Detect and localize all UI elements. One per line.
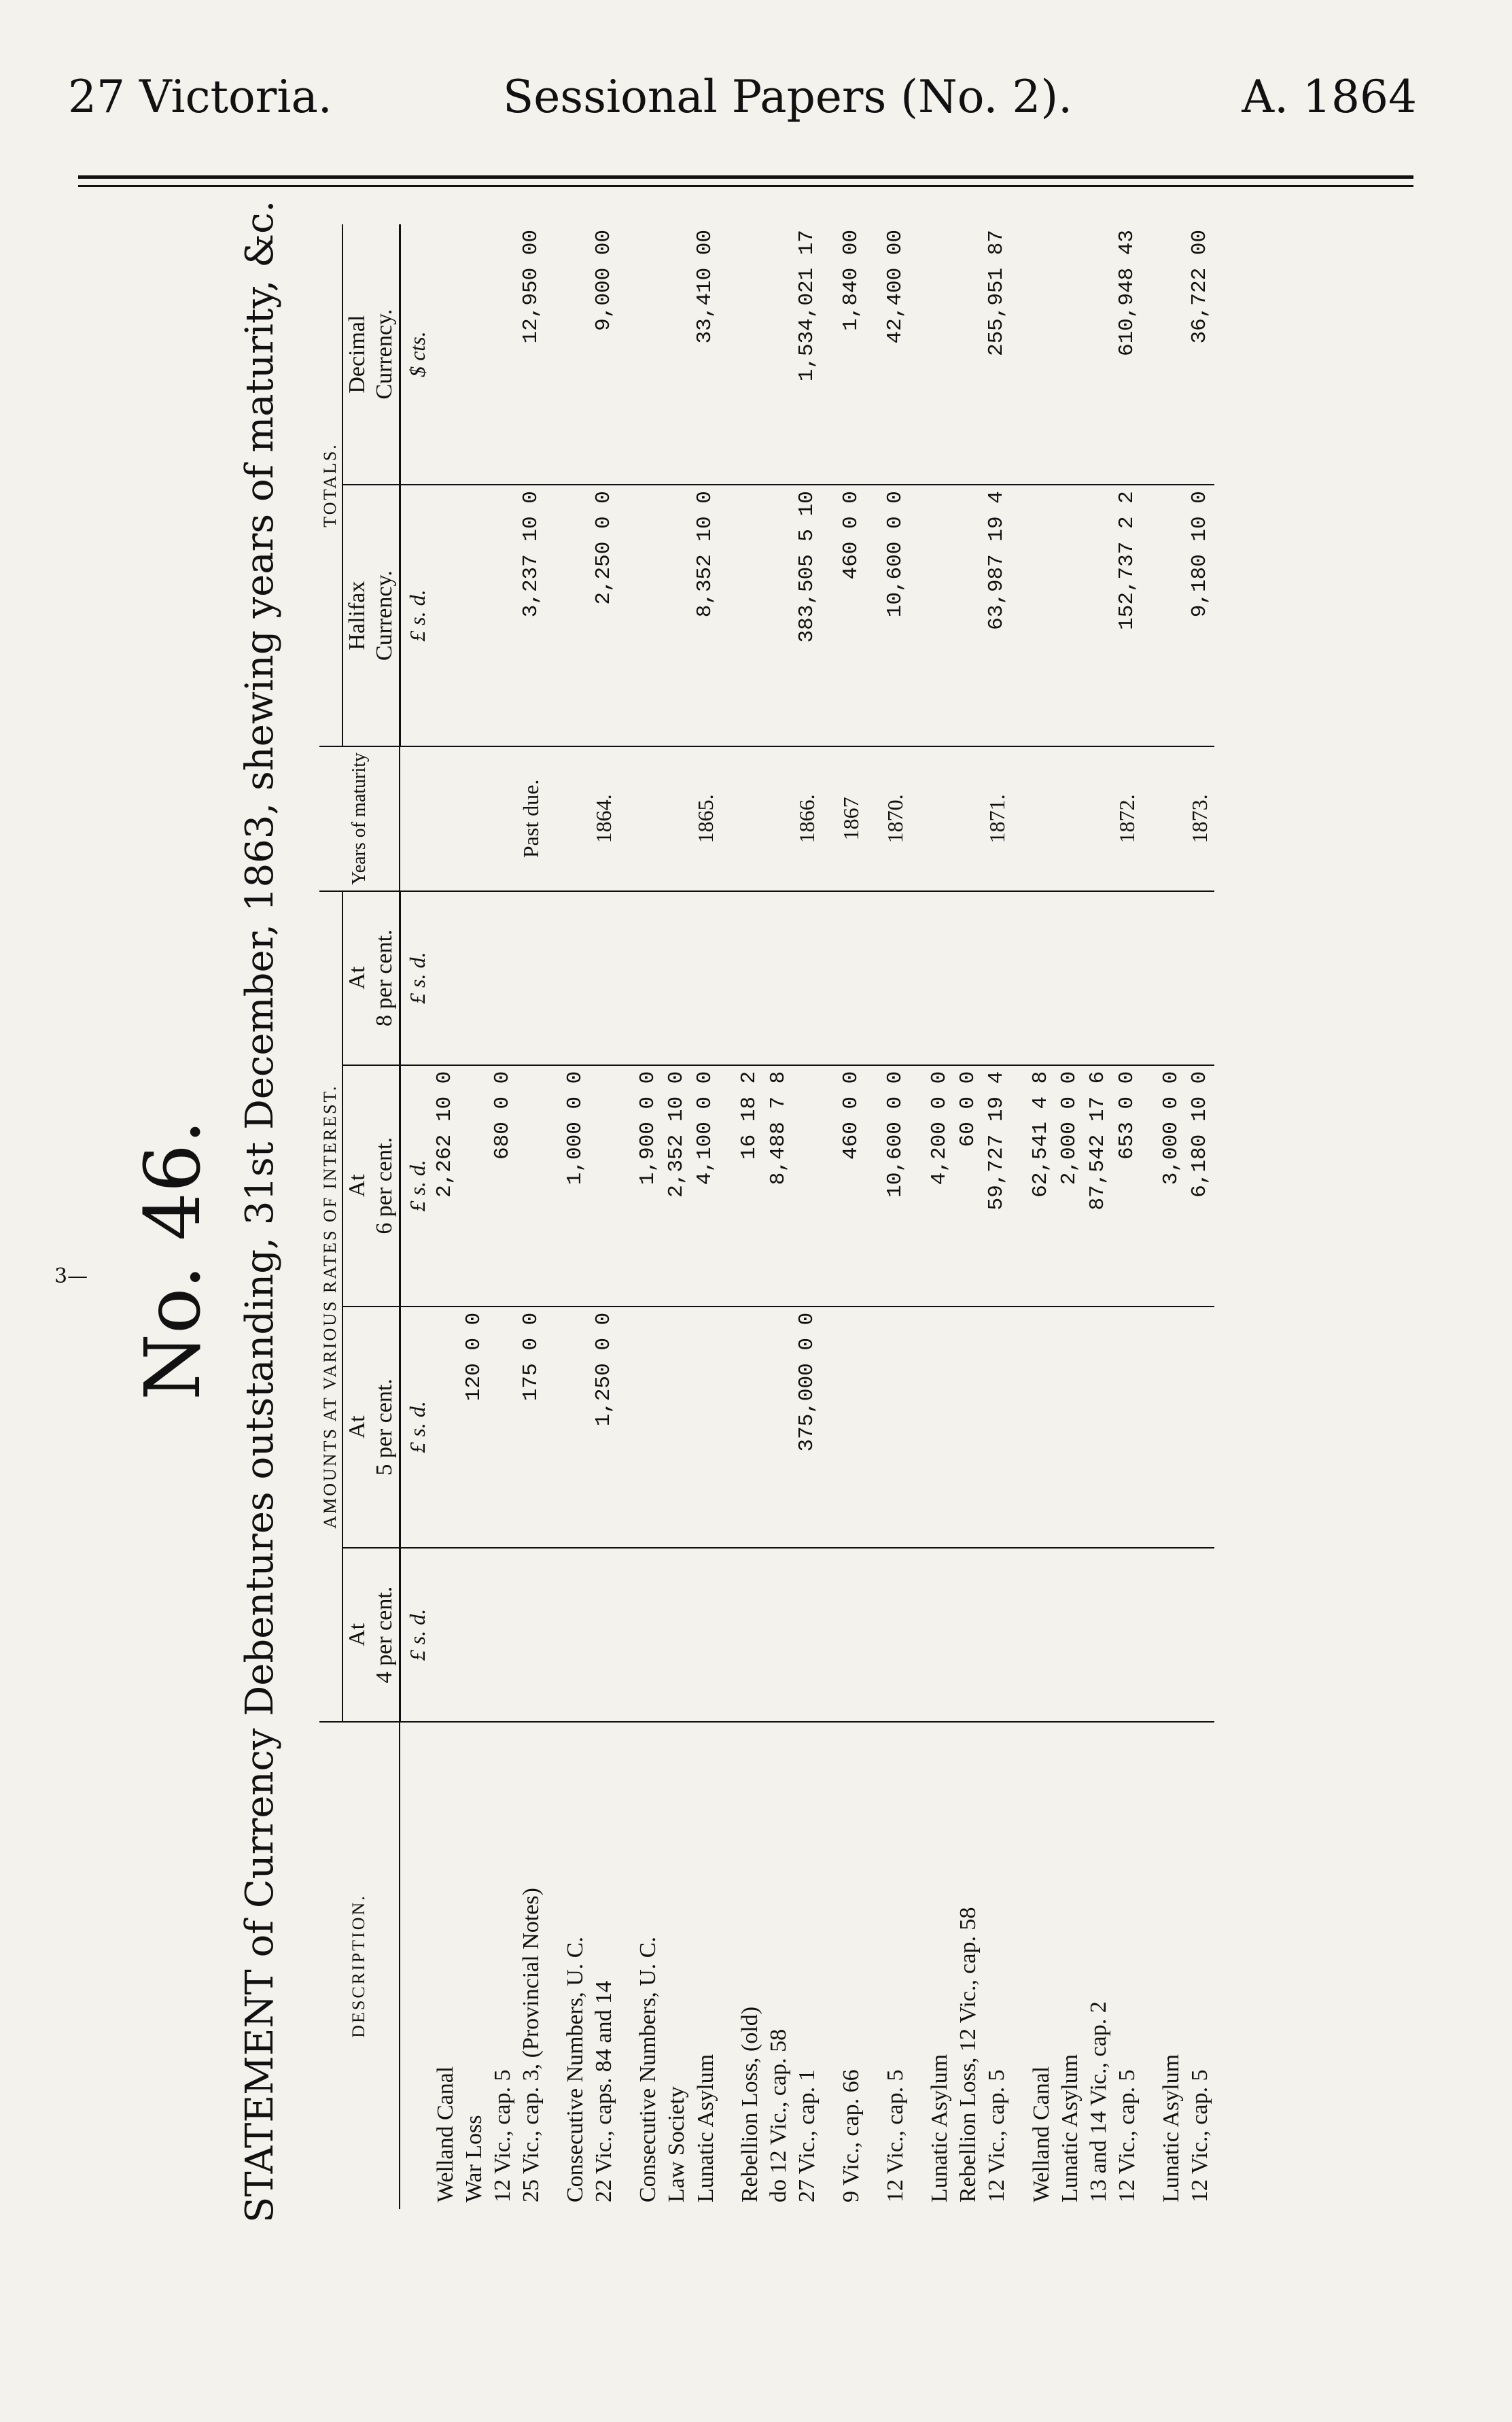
amount-8-percent bbox=[764, 891, 793, 1065]
amount-6-percent: 62,541 4 8 bbox=[1012, 1065, 1056, 1307]
amount-4-percent bbox=[720, 1548, 764, 1722]
total-decimal: 255,951 87 bbox=[985, 230, 1009, 357]
table-row bbox=[793, 224, 822, 2209]
amount-5-percent: 175 0 0 bbox=[517, 1307, 546, 1548]
total-decimal bbox=[954, 224, 983, 485]
rate-4-header: At 4 per cent. bbox=[342, 1548, 400, 1722]
total-decimal: 9,000 00 bbox=[591, 230, 616, 331]
total-decimal bbox=[1056, 224, 1085, 485]
amount-4-percent bbox=[1186, 1548, 1214, 1722]
year-of-maturity bbox=[720, 746, 764, 891]
amount-5-percent bbox=[1085, 1307, 1113, 1548]
total-halifax bbox=[720, 485, 764, 746]
table-row bbox=[866, 224, 910, 2209]
amount-5-percent bbox=[1186, 1307, 1214, 1548]
total-halifax bbox=[954, 485, 983, 746]
amount-6-percent: 2,000 0 0 bbox=[1056, 1065, 1085, 1307]
row-description: Lunatic Asylum bbox=[1142, 1722, 1186, 2209]
amount-4-percent bbox=[590, 1548, 618, 1722]
decimal-header: Decimal Currency. bbox=[342, 224, 400, 485]
year-of-maturity bbox=[663, 746, 691, 891]
row-description: Welland Canal bbox=[432, 1722, 460, 2209]
unit-label: £ s. d. bbox=[400, 1307, 431, 1548]
amount-8-percent bbox=[546, 891, 590, 1065]
amount-6-percent: 653 0 0 bbox=[1113, 1065, 1142, 1307]
amount-5-percent bbox=[866, 1307, 910, 1548]
amount-8-percent bbox=[793, 891, 822, 1065]
row-description: Law Society bbox=[663, 1722, 691, 2209]
amount-5-percent bbox=[910, 1307, 954, 1548]
amount-8-percent bbox=[1186, 891, 1214, 1065]
row-description: War Loss bbox=[460, 1722, 489, 2209]
amount-8-percent bbox=[489, 891, 517, 1065]
row-description: Consecutive Numbers, U. C. bbox=[618, 1722, 663, 2209]
amount-4-percent bbox=[910, 1548, 954, 1722]
amount-8-percent bbox=[720, 891, 764, 1065]
total-halifax: 9,180 10 0 bbox=[1186, 485, 1214, 746]
year-of-maturity: 1866. bbox=[793, 746, 822, 891]
amount-8-percent bbox=[517, 891, 546, 1065]
year-of-maturity bbox=[618, 746, 663, 891]
running-head-volume: 27 Victoria. bbox=[68, 71, 332, 123]
row-description: 27 Vic., cap. 1 bbox=[793, 1722, 822, 2209]
total-halifax bbox=[1056, 485, 1085, 746]
table-row bbox=[1142, 224, 1186, 2209]
total-halifax: 152,737 2 2 bbox=[1113, 485, 1142, 746]
total-decimal bbox=[460, 224, 489, 485]
header-rule bbox=[78, 175, 1413, 179]
table-row bbox=[983, 224, 1011, 2209]
amount-6-percent: 4,200 0 0 bbox=[910, 1065, 954, 1307]
halifax-header: Halifax Currency. bbox=[342, 485, 400, 746]
year-of-maturity bbox=[954, 746, 983, 891]
year-of-maturity bbox=[489, 746, 517, 891]
amount-4-percent bbox=[432, 1548, 460, 1722]
year-of-maturity bbox=[1012, 746, 1056, 891]
total-halifax: 460 0 0 bbox=[822, 485, 866, 746]
amount-5-percent bbox=[1056, 1307, 1085, 1548]
rate-8-header: At 8 per cent. bbox=[342, 891, 400, 1065]
year-of-maturity: 1873. bbox=[1186, 746, 1214, 891]
total-decimal bbox=[618, 224, 663, 485]
rate-6-header: At 6 per cent. bbox=[342, 1065, 400, 1307]
running-head-year: A. 1864 bbox=[1242, 71, 1417, 123]
total-halifax bbox=[1085, 485, 1113, 746]
amount-6-percent: 3,000 0 0 bbox=[1142, 1065, 1186, 1307]
amount-8-percent bbox=[1056, 891, 1085, 1065]
amount-4-percent bbox=[1012, 1548, 1056, 1722]
amount-5-percent: 1,250 0 0 bbox=[590, 1307, 618, 1548]
amount-4-percent bbox=[1056, 1548, 1085, 1722]
year-of-maturity bbox=[764, 746, 793, 891]
amount-6-percent: 59,727 19 4 bbox=[983, 1065, 1011, 1307]
table-row bbox=[590, 224, 618, 2209]
amount-8-percent bbox=[983, 891, 1011, 1065]
amount-5-percent bbox=[618, 1307, 663, 1548]
total-halifax: 3,237 10 0 bbox=[517, 485, 546, 746]
amount-4-percent bbox=[517, 1548, 546, 1722]
total-halifax bbox=[1142, 485, 1186, 746]
amount-6-percent: 87,542 17 6 bbox=[1085, 1065, 1113, 1307]
amount-4-percent bbox=[489, 1548, 517, 1722]
row-description: Rebellion Loss, (old) bbox=[720, 1722, 764, 2209]
year-of-maturity bbox=[432, 746, 460, 891]
year-of-maturity: Past due. bbox=[517, 746, 546, 891]
amount-6-percent bbox=[590, 1065, 618, 1307]
amount-8-percent bbox=[460, 891, 489, 1065]
total-decimal bbox=[1085, 224, 1113, 485]
amount-8-percent bbox=[618, 891, 663, 1065]
row-description: 12 Vic., cap. 5 bbox=[866, 1722, 910, 2209]
amount-4-percent bbox=[1142, 1548, 1186, 1722]
year-of-maturity: 1871. bbox=[983, 746, 1011, 891]
year-of-maturity bbox=[1142, 746, 1186, 891]
row-description: do 12 Vic., cap. 58 bbox=[764, 1722, 793, 2209]
debentures-table bbox=[319, 224, 1214, 2209]
total-halifax bbox=[489, 485, 517, 746]
total-decimal bbox=[1012, 224, 1056, 485]
row-description: 13 and 14 Vic., cap. 2 bbox=[1085, 1722, 1113, 2209]
rotated-statement bbox=[109, 200, 1400, 2223]
running-head-title: Sessional Papers (No. 2). bbox=[503, 71, 1073, 123]
row-description: 12 Vic., cap. 5 bbox=[1113, 1722, 1142, 2209]
amount-4-percent bbox=[618, 1548, 663, 1722]
year-of-maturity bbox=[1085, 746, 1113, 891]
total-decimal bbox=[1142, 224, 1186, 485]
total-halifax bbox=[432, 485, 460, 746]
unit-label: £ s. d. bbox=[400, 891, 431, 1065]
year-of-maturity bbox=[1056, 746, 1085, 891]
amount-6-percent: 60 0 0 bbox=[954, 1065, 983, 1307]
row-description: Welland Canal bbox=[1012, 1722, 1056, 2209]
total-decimal bbox=[663, 224, 691, 485]
amount-5-percent bbox=[546, 1307, 590, 1548]
header-rule-thin bbox=[78, 185, 1413, 187]
amount-8-percent bbox=[1142, 891, 1186, 1065]
amount-4-percent bbox=[866, 1548, 910, 1722]
table-row bbox=[517, 224, 546, 2209]
table-row bbox=[432, 224, 460, 2209]
year-of-maturity bbox=[546, 746, 590, 891]
table-body bbox=[400, 224, 1214, 2209]
table-row bbox=[1056, 224, 1085, 2209]
amount-4-percent bbox=[663, 1548, 691, 1722]
year-of-maturity: 1864. bbox=[590, 746, 618, 891]
amount-4-percent bbox=[954, 1548, 983, 1722]
total-halifax: 2,250 0 0 bbox=[590, 485, 618, 746]
total-decimal bbox=[546, 224, 590, 485]
table-row bbox=[822, 224, 866, 2209]
row-description: 12 Vic., cap. 5 bbox=[489, 1722, 517, 2209]
amount-5-percent bbox=[663, 1307, 691, 1548]
total-decimal bbox=[489, 224, 517, 485]
amount-5-percent bbox=[983, 1307, 1011, 1548]
table-row bbox=[489, 224, 517, 2209]
row-description: 22 Vic., caps. 84 and 14 bbox=[590, 1722, 618, 2209]
amount-5-percent bbox=[489, 1307, 517, 1548]
amount-6-percent: 2,352 10 0 bbox=[663, 1065, 691, 1307]
row-description: Lunatic Asylum bbox=[910, 1722, 954, 2209]
amount-6-percent: 8,488 7 8 bbox=[764, 1065, 793, 1307]
amount-6-percent: 16 18 2 bbox=[720, 1065, 764, 1307]
amount-8-percent bbox=[910, 891, 954, 1065]
amount-6-percent bbox=[793, 1065, 822, 1307]
amount-6-percent bbox=[460, 1065, 489, 1307]
total-decimal bbox=[720, 224, 764, 485]
footnote-mark: 3— bbox=[54, 1264, 88, 1288]
rates-header: AMOUNTS AT VARIOUS RATES OF INTEREST. bbox=[319, 891, 342, 1722]
amount-8-percent bbox=[1085, 891, 1113, 1065]
amount-8-percent bbox=[866, 891, 910, 1065]
amount-4-percent bbox=[1113, 1548, 1142, 1722]
amount-8-percent bbox=[692, 891, 720, 1065]
table-row bbox=[663, 224, 691, 2209]
amount-8-percent bbox=[1012, 891, 1056, 1065]
amount-5-percent bbox=[1012, 1307, 1056, 1548]
amount-6-percent: 1,900 0 0 bbox=[618, 1065, 663, 1307]
row-description: 12 Vic., cap. 5 bbox=[1186, 1722, 1214, 2209]
rate-5-header: At 5 per cent. bbox=[342, 1307, 400, 1548]
year-of-maturity: 1865. bbox=[692, 746, 720, 891]
year-of-maturity bbox=[910, 746, 954, 891]
table-row bbox=[910, 224, 954, 2209]
total-decimal bbox=[764, 224, 793, 485]
amount-6-percent bbox=[517, 1065, 546, 1307]
amount-5-percent: 120 0 0 bbox=[460, 1307, 489, 1548]
total-halifax bbox=[910, 485, 954, 746]
table-row bbox=[692, 224, 720, 2209]
amount-8-percent bbox=[432, 891, 460, 1065]
unit-label: $ cts. bbox=[404, 331, 429, 377]
total-decimal bbox=[910, 224, 954, 485]
amount-8-percent bbox=[822, 891, 866, 1065]
amount-5-percent bbox=[954, 1307, 983, 1548]
amount-6-percent: 2,262 10 0 bbox=[432, 1065, 460, 1307]
description-header: DESCRIPTION. bbox=[319, 1722, 400, 2209]
amount-4-percent bbox=[793, 1548, 822, 1722]
table-row bbox=[1012, 224, 1056, 2209]
table-row bbox=[720, 224, 764, 2209]
amount-4-percent bbox=[822, 1548, 866, 1722]
amount-4-percent bbox=[692, 1548, 720, 1722]
total-halifax bbox=[546, 485, 590, 746]
table-row bbox=[460, 224, 489, 2209]
table-row bbox=[618, 224, 663, 2209]
row-description: Lunatic Asylum bbox=[692, 1722, 720, 2209]
total-decimal: 33,410 00 bbox=[693, 230, 718, 344]
amount-4-percent bbox=[764, 1548, 793, 1722]
amount-5-percent bbox=[1113, 1307, 1142, 1548]
table-row bbox=[546, 224, 590, 2209]
amount-8-percent bbox=[590, 891, 618, 1065]
table-row bbox=[764, 224, 793, 2209]
years-header: Years of maturity bbox=[319, 746, 400, 891]
amount-5-percent bbox=[432, 1307, 460, 1548]
amount-8-percent bbox=[1113, 891, 1142, 1065]
row-description: 25 Vic., cap. 3, (Provincial Notes) bbox=[517, 1722, 546, 2209]
row-description: Consecutive Numbers, U. C. bbox=[546, 1722, 590, 2209]
total-decimal: 42,400 00 bbox=[883, 230, 907, 344]
total-halifax: 63,987 19 4 bbox=[983, 485, 1011, 746]
statement-title: STATEMENT of Currency Debentures outstanding, 31st December, 1863, shewing years of maturity, &c. bbox=[238, 200, 282, 2223]
document-number: No. 46. bbox=[129, 1120, 217, 1400]
amount-4-percent bbox=[983, 1548, 1011, 1722]
amount-4-percent bbox=[546, 1548, 590, 1722]
amount-6-percent: 1,000 0 0 bbox=[546, 1065, 590, 1307]
total-decimal bbox=[432, 224, 460, 485]
amount-5-percent: 375,000 0 0 bbox=[793, 1307, 822, 1548]
amount-5-percent bbox=[822, 1307, 866, 1548]
total-halifax bbox=[1012, 485, 1056, 746]
amount-5-percent bbox=[1142, 1307, 1186, 1548]
total-decimal: 1,534,021 17 bbox=[794, 230, 819, 382]
amount-4-percent bbox=[1085, 1548, 1113, 1722]
amount-4-percent bbox=[460, 1548, 489, 1722]
amount-6-percent: 680 0 0 bbox=[489, 1065, 517, 1307]
total-halifax bbox=[618, 485, 663, 746]
row-description: 12 Vic., cap. 5 bbox=[983, 1722, 1011, 2209]
table-row bbox=[1113, 224, 1142, 2209]
year-of-maturity: 1867 bbox=[822, 746, 866, 891]
amount-5-percent bbox=[692, 1307, 720, 1548]
total-halifax bbox=[764, 485, 793, 746]
table-row bbox=[1186, 224, 1214, 2209]
total-halifax: 383,505 5 10 bbox=[793, 485, 822, 746]
year-of-maturity bbox=[460, 746, 489, 891]
amount-5-percent bbox=[720, 1307, 764, 1548]
totals-header: TOTALS. bbox=[319, 224, 342, 746]
unit-label: £ s. d. bbox=[400, 1065, 431, 1307]
unit-label: £ s. d. bbox=[400, 1548, 431, 1722]
amount-6-percent: 6,180 10 0 bbox=[1186, 1065, 1214, 1307]
unit-label: £ s. d. bbox=[400, 485, 431, 746]
total-halifax bbox=[663, 485, 691, 746]
amount-6-percent: 10,600 0 0 bbox=[866, 1065, 910, 1307]
total-decimal: 1,840 00 bbox=[839, 230, 863, 331]
total-halifax: 8,352 10 0 bbox=[692, 485, 720, 746]
amount-5-percent bbox=[764, 1307, 793, 1548]
total-decimal: 36,722 00 bbox=[1187, 230, 1212, 344]
row-description: Rebellion Loss, 12 Vic., cap. 58 bbox=[954, 1722, 983, 2209]
row-description: Lunatic Asylum bbox=[1056, 1722, 1085, 2209]
year-of-maturity: 1872. bbox=[1113, 746, 1142, 891]
table-row bbox=[954, 224, 983, 2209]
amount-8-percent bbox=[663, 891, 691, 1065]
row-description: 9 Vic., cap. 66 bbox=[822, 1722, 866, 2209]
year-of-maturity: 1870. bbox=[866, 746, 910, 891]
units-row bbox=[400, 224, 431, 2209]
amount-6-percent: 4,100 0 0 bbox=[692, 1065, 720, 1307]
amount-8-percent bbox=[954, 891, 983, 1065]
total-halifax: 10,600 0 0 bbox=[866, 485, 910, 746]
table-row bbox=[1085, 224, 1113, 2209]
total-halifax bbox=[460, 485, 489, 746]
total-decimal: 610,948 43 bbox=[1114, 230, 1139, 357]
amount-6-percent: 460 0 0 bbox=[822, 1065, 866, 1307]
total-decimal: 12,950 00 bbox=[518, 230, 543, 344]
